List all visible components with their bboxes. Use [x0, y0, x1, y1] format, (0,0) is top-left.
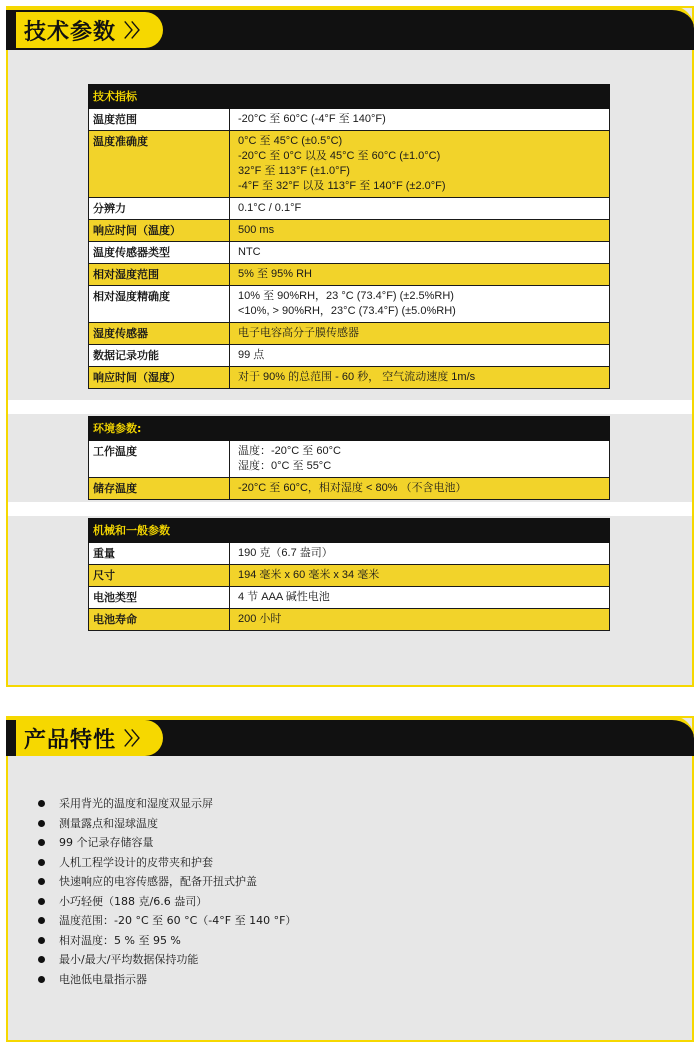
value-line: 99 点	[238, 349, 265, 361]
row-value	[230, 478, 610, 500]
table-header: 机械和一般参数	[89, 519, 610, 543]
table-row	[89, 109, 610, 131]
bullet-icon	[38, 917, 45, 924]
table-row	[89, 565, 610, 587]
table-row	[89, 286, 610, 323]
spec-table-technical	[88, 84, 610, 389]
feature-text: 快速响应的电容传感器，配备开扭式护盖	[59, 875, 257, 888]
row-label: 电池类型	[89, 587, 230, 609]
row-value	[230, 286, 610, 323]
section-divider	[8, 400, 692, 414]
table-row	[89, 587, 610, 609]
features-section	[6, 716, 694, 1042]
row-value	[230, 565, 610, 587]
row-value	[230, 345, 610, 367]
value-line: 对于 90% 的总范围 - 60 秒， 空气流动速度 1m/s	[238, 371, 476, 383]
feature-text: 温度范围：-20 °C 至 60 °C（-4°F 至 140 °F）	[59, 914, 297, 927]
table-row	[89, 131, 610, 198]
bullet-icon	[38, 878, 45, 885]
row-value	[230, 441, 610, 478]
table-row	[89, 198, 610, 220]
value-line: 0.1°C / 0.1°F	[238, 202, 302, 214]
value-line: 194 毫米 x 60 毫米 x 34 毫米	[238, 569, 380, 581]
list-item	[38, 970, 296, 990]
spec-title-text: 技术参数	[24, 19, 117, 45]
list-item	[38, 931, 296, 951]
value-line: 32°F 至 113°F (±1.0°F)	[238, 165, 350, 177]
list-item	[38, 794, 296, 814]
chevron-right-icon: 〉〉	[124, 21, 148, 42]
row-label: 温度传感器类型	[89, 242, 230, 264]
value-line: 0°C 至 45°C (±0.5°C)	[238, 135, 343, 147]
table-header-row	[89, 519, 610, 543]
feature-text: 电池低电量指示器	[59, 972, 147, 986]
row-value	[230, 543, 610, 565]
section-divider	[8, 502, 692, 516]
row-label: 相对湿度精确度	[89, 286, 230, 323]
row-label: 尺寸	[89, 565, 230, 587]
value-line: -20°C 至 60°C，相对湿度 < 80% （不含电池）	[238, 482, 467, 494]
value-line: 电子电容高分子膜传感器	[238, 327, 359, 339]
row-value	[230, 109, 610, 131]
table-row	[89, 543, 610, 565]
row-label: 重量	[89, 543, 230, 565]
list-item	[38, 892, 296, 912]
bullet-icon	[38, 859, 45, 866]
feature-text: 小巧轻便（188 克/6.6 盎司）	[59, 894, 208, 908]
table-header-row	[89, 85, 610, 109]
bullet-icon	[38, 976, 45, 983]
row-label: 湿度传感器	[89, 323, 230, 345]
spec-banner	[6, 6, 694, 50]
row-label: 工作温度	[89, 441, 230, 478]
bullet-icon	[38, 898, 45, 905]
row-value	[230, 220, 610, 242]
row-label: 响应时间（湿度）	[89, 367, 230, 389]
row-label: 储存温度	[89, 478, 230, 500]
row-value	[230, 131, 610, 198]
bullet-icon	[38, 820, 45, 827]
feature-text: 最小/最大/平均数据保持功能	[59, 953, 199, 966]
value-line: 4 节 AAA 碱性电池	[238, 591, 330, 603]
feature-list	[38, 794, 296, 989]
value-line: -20°C 至 60°C (-4°F 至 140°F)	[238, 113, 386, 125]
table-row	[89, 478, 610, 500]
table-header: 环境参数:	[89, 417, 610, 441]
list-item	[38, 853, 296, 873]
spec-table-environment	[88, 416, 610, 500]
table-header: 技术指标	[89, 85, 610, 109]
row-value	[230, 242, 610, 264]
row-label: 分辨力	[89, 198, 230, 220]
row-label: 响应时间（温度）	[89, 220, 230, 242]
value-line: NTC	[238, 246, 261, 258]
list-item	[38, 872, 296, 892]
feature-text: 人机工程学设计的皮带夹和护套	[59, 855, 213, 869]
value-line: 190 克（6.7 盎司）	[238, 547, 333, 559]
feature-text: 测量露点和湿球温度	[59, 816, 158, 830]
row-value	[230, 264, 610, 286]
table-row	[89, 609, 610, 631]
table-row	[89, 264, 610, 286]
row-value	[230, 198, 610, 220]
value-line: -20°C 至 0°C 以及 45°C 至 60°C (±1.0°C)	[238, 150, 441, 162]
value-line: 200 小时	[238, 613, 282, 625]
spec-table-mechanical	[88, 518, 610, 631]
value-line: -4°F 至 32°F 以及 113°F 至 140°F (±2.0°F)	[238, 180, 446, 192]
table-header-row	[89, 417, 610, 441]
table-row	[89, 242, 610, 264]
table-row	[89, 441, 610, 478]
row-value	[230, 367, 610, 389]
features-title-text: 产品特性	[24, 727, 117, 753]
value-line: 10% 至 90%RH，23 °C (73.4°F) (±2.5%RH)	[238, 290, 454, 302]
row-label: 温度范围	[89, 109, 230, 131]
spec-section	[6, 6, 694, 687]
table-row	[89, 220, 610, 242]
value-line: 500 ms	[238, 224, 275, 236]
feature-text: 99 个记录存储容量	[59, 836, 154, 849]
row-value	[230, 587, 610, 609]
table-row	[89, 367, 610, 389]
list-item	[38, 950, 296, 970]
row-label: 相对湿度范围	[89, 264, 230, 286]
table-row	[89, 345, 610, 367]
bullet-icon	[38, 800, 45, 807]
list-item	[38, 833, 296, 853]
row-label: 电池寿命	[89, 609, 230, 631]
bullet-icon	[38, 839, 45, 846]
chevron-right-icon: 〉〉	[124, 729, 148, 750]
bullet-icon	[38, 937, 45, 944]
row-value	[230, 323, 610, 345]
feature-text: 采用背光的温度和湿度双显示屏	[59, 797, 213, 810]
features-banner	[6, 716, 694, 756]
list-item	[38, 911, 296, 931]
value-line: 5% 至 95% RH	[238, 268, 312, 280]
row-label: 温度准确度	[89, 131, 230, 198]
bullet-icon	[38, 956, 45, 963]
value-line: 温度：-20°C 至 60°C	[238, 445, 341, 457]
spec-title	[16, 12, 163, 48]
row-label: 数据记录功能	[89, 345, 230, 367]
row-value	[230, 609, 610, 631]
value-line: 湿度：0°C 至 55°C	[238, 460, 332, 472]
feature-text: 相对温度：5 % 至 95 %	[59, 933, 181, 947]
table-row	[89, 323, 610, 345]
features-title	[16, 720, 163, 756]
value-line: <10%, > 90%RH，23°C (73.4°F) (±5.0%RH)	[238, 305, 456, 317]
list-item	[38, 814, 296, 834]
